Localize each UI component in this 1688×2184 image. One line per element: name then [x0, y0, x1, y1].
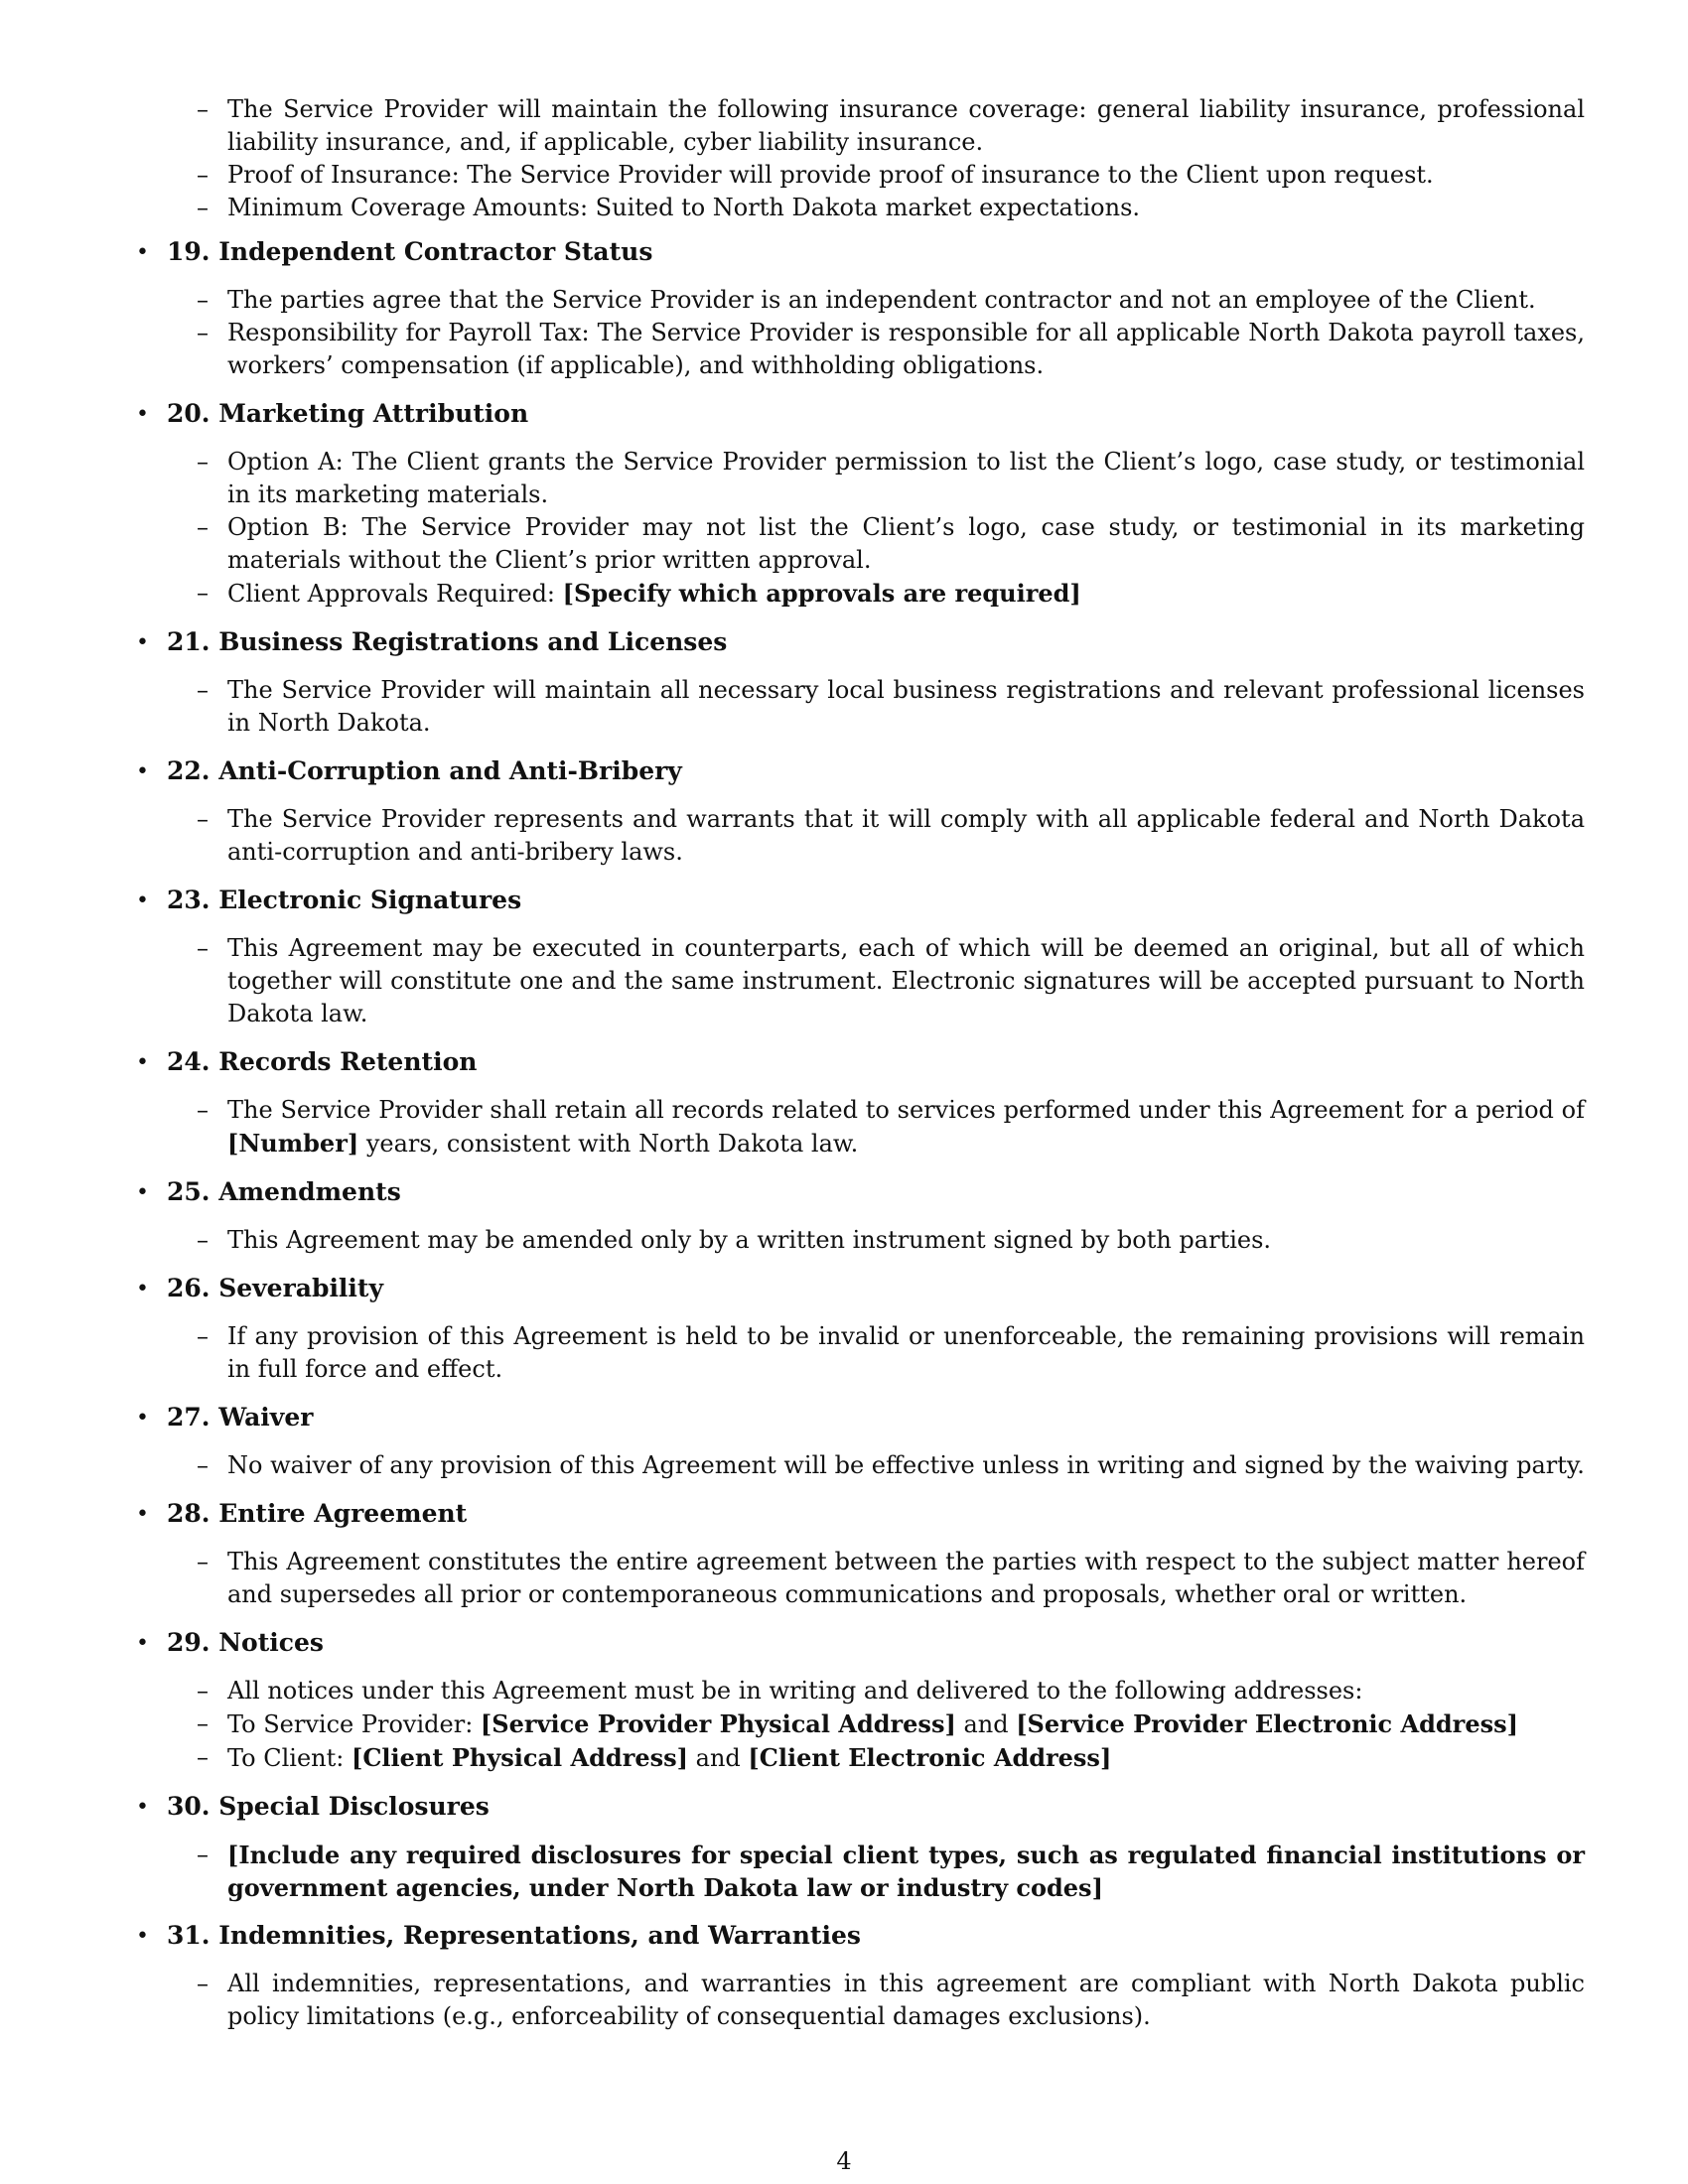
- list-item: – Minimum Coverage Amounts: Suited to North Dakota market expectations.: [0, 192, 1688, 224]
- section-28: [0, 1496, 1688, 1611]
- section-heading: • 26. Severability: [0, 1271, 1688, 1306]
- list-item: – Option A: The Client grants the Service Provider permission to list the Client’s logo, case study, or testimonial in its marketing materials.: [197, 448, 1585, 508]
- dash-marker: –: [197, 579, 209, 607]
- section-heading: • 21. Business Registrations and Licenses: [0, 624, 1688, 660]
- section-heading: • 30. Special Disclosures: [0, 1789, 1688, 1825]
- section-heading: • 19. Independent Contractor Status: [0, 234, 1688, 270]
- list-item: – All notices under this Agreement must be in writing and delivered to the following addresses:: [0, 1675, 1688, 1707]
- document-page: [0, 93, 1688, 2033]
- list-item: – This Agreement may be executed in counterparts, each of which will be deemed an original, but all of which together will constitute one and the same instrument. Electronic signatures will be accepted pursuant to North Dakota law.: [197, 934, 1585, 1027]
- section-20: [0, 396, 1688, 611]
- bullet-marker: •: [136, 1277, 149, 1301]
- list-item: – Option B: The Service Provider may not list the Client’s logo, case study, or testimonial in its marketing materials without the Client’s prior written approval.: [197, 513, 1585, 574]
- dash-marker: –: [197, 1096, 209, 1124]
- section-29: [0, 1625, 1688, 1775]
- bullet-marker: •: [136, 1050, 149, 1075]
- bullet-marker: •: [136, 1406, 149, 1431]
- bullet-marker: •: [136, 240, 149, 265]
- list-item: – Responsibility for Payroll Tax: The Service Provider is responsible for all applicable North Dakota payroll taxes, workers’ compensation (if applicable), and withholding obligations.: [197, 319, 1585, 379]
- page-number: 4: [836, 2147, 852, 2175]
- list-item: – The Service Provider represents and warrants that it will comply with all applicable federal and North Dakota anti-corruption and anti-bribery laws.: [197, 805, 1585, 866]
- bullet-marker: •: [136, 1795, 149, 1820]
- section-heading: • 22. Anti-Corruption and Anti-Bribery: [0, 753, 1688, 789]
- section-heading: • 27. Waiver: [0, 1400, 1688, 1435]
- dash-marker: –: [197, 513, 209, 541]
- bullet-marker: •: [136, 1180, 149, 1205]
- section-25: [0, 1174, 1688, 1257]
- dash-marker: –: [197, 1743, 209, 1771]
- section-heading: • 23. Electronic Signatures: [0, 883, 1688, 918]
- notice-provider-address: – To Service Provider: [Service Provider Physical Address] and [Service Provider Electronic Address]: [197, 1709, 1518, 1738]
- section-heading: • 31. Indemnities, Representations, and Warranties: [0, 1918, 1688, 1954]
- bullet-marker: •: [136, 1631, 149, 1656]
- dash-marker: –: [197, 194, 209, 221]
- section-24: [0, 1044, 1688, 1160]
- list-item: – This Agreement constitutes the entire agreement between the parties with respect to the subject matter hereof and supersedes all prior or contemporaneous communications and proposals, whether oral or written.: [197, 1548, 1585, 1608]
- list-item: – All indemnities, representations, and warranties in this agreement are compliant with North Dakota public policy limitations (e.g., enforceability of consequential damages exclusions).: [197, 1970, 1585, 2030]
- list-item: – This Agreement may be amended only by a written instrument signed by both parties.: [0, 1224, 1688, 1257]
- bullet-marker: •: [136, 1924, 149, 1949]
- section-heading: • 24. Records Retention: [0, 1044, 1688, 1080]
- dash-marker: –: [197, 95, 209, 123]
- dash-marker: –: [197, 1226, 209, 1254]
- dash-marker: –: [197, 448, 209, 476]
- list-item: – The parties agree that the Service Provider is an independent contractor and not an employee of the Client.: [0, 284, 1688, 317]
- number-placeholder: [Number]: [227, 1129, 359, 1158]
- section-heading: • 29. Notices: [0, 1625, 1688, 1661]
- dash-marker: –: [197, 1970, 209, 1997]
- dash-marker: –: [197, 1322, 209, 1350]
- disclosure-placeholder: – [Include any required disclosures for special client types, such as regulated financial institutions or government agencies, under North Dakota law or industry codes]: [197, 1841, 1585, 1902]
- list-item: – Client Approvals Required: [Specify which approvals are required]: [197, 579, 1081, 608]
- insurance-items-list: [0, 93, 1688, 224]
- section-22: [0, 753, 1688, 869]
- bullet-marker: •: [136, 888, 149, 913]
- section-27: [0, 1400, 1688, 1482]
- section-23: [0, 883, 1688, 1030]
- list-item: – Proof of Insurance: The Service Provider will provide proof of insurance to the Client upon request.: [0, 159, 1688, 192]
- list-item: – If any provision of this Agreement is held to be invalid or unenforceable, the remaining provisions will remain in full force and effect.: [197, 1322, 1585, 1383]
- bullet-marker: •: [136, 759, 149, 784]
- list-item: – The Service Provider shall retain all records related to services performed under this Agreement for a period of [Number] years, consistent with North Dakota law.: [197, 1096, 1585, 1158]
- dash-marker: –: [197, 1841, 209, 1868]
- dash-marker: –: [197, 286, 209, 314]
- bullet-marker: •: [136, 630, 149, 655]
- section-31: [0, 1918, 1688, 2033]
- list-item: – No waiver of any provision of this Agreement will be effective unless in writing and signed by the waiving party.: [0, 1449, 1688, 1482]
- notice-client-address: – To Client: [Client Physical Address] and [Client Electronic Address]: [197, 1743, 1112, 1772]
- section-30: [0, 1789, 1688, 1904]
- approvals-placeholder: [Specify which approvals are required]: [562, 579, 1081, 608]
- dash-marker: –: [197, 1548, 209, 1575]
- dash-marker: –: [197, 934, 209, 962]
- dash-marker: –: [197, 1709, 209, 1737]
- bullet-marker: •: [136, 1502, 149, 1527]
- dash-marker: –: [197, 1677, 209, 1705]
- section-heading: • 25. Amendments: [0, 1174, 1688, 1210]
- section-heading: • 28. Entire Agreement: [0, 1496, 1688, 1532]
- bullet-marker: •: [136, 402, 149, 427]
- list-item: – The Service Provider will maintain all necessary local business registrations and relevant professional licenses in North Dakota.: [197, 676, 1585, 737]
- section-19: [0, 234, 1688, 382]
- section-26: [0, 1271, 1688, 1386]
- section-heading: • 20. Marketing Attribution: [0, 396, 1688, 432]
- dash-marker: –: [197, 676, 209, 704]
- dash-marker: –: [197, 319, 209, 346]
- dash-marker: –: [197, 805, 209, 833]
- list-item: – The Service Provider will maintain the following insurance coverage: general liability insurance, professional liability insurance, and, if applicable, cyber liability insurance.: [197, 95, 1585, 156]
- section-21: [0, 624, 1688, 740]
- dash-marker: –: [197, 161, 209, 189]
- dash-marker: –: [197, 1451, 209, 1479]
